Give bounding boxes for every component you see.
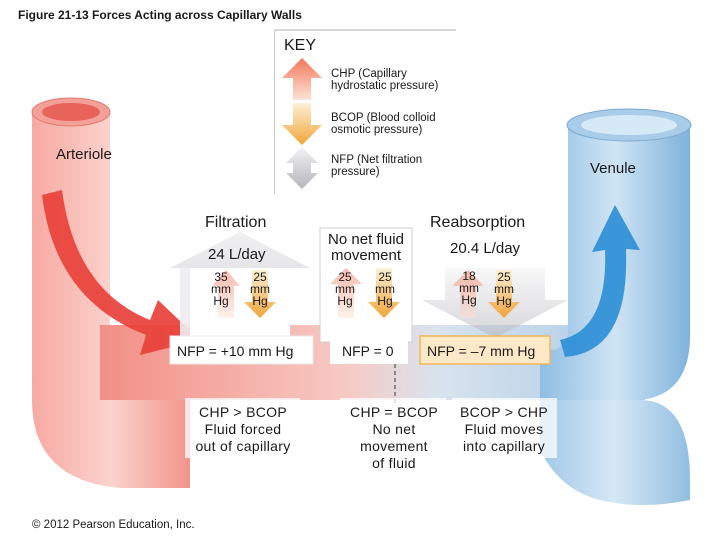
reabsorption-flow: 20.4 L/day: [450, 240, 521, 257]
middle-nfp: NFP = 0: [342, 343, 394, 359]
key-bcop-label: BCOP (Blood colloid osmotic pressure): [331, 112, 436, 136]
middle-caption: CHP = BCOP No net movement of fluid: [350, 404, 438, 471]
key-title: KEY: [284, 37, 317, 54]
filtration-chp-value: 35 mm Hg: [211, 270, 231, 308]
reabsorption-caption: BCOP > CHP Fluid moves into capillary: [460, 404, 548, 454]
filtration-title: Filtration: [205, 214, 267, 231]
copyright-notice: © 2012 Pearson Education, Inc.: [32, 519, 195, 531]
reabsorption-title: Reabsorption: [430, 214, 526, 231]
middle-bcop-value: 25 mm Hg: [375, 270, 395, 308]
key-nfp-label: NFP (Net filtration pressure): [331, 154, 423, 178]
arteriole-label: Arteriole: [56, 146, 112, 163]
filtration-bcop-value: 25 mm Hg: [250, 270, 270, 308]
reabsorption-bcop-value: 25 mm Hg: [494, 270, 514, 308]
key-chp-label: CHP (Capillary hydrostatic pressure): [331, 68, 439, 92]
reabsorption-chp-value: 18 mm Hg: [459, 269, 479, 307]
no-net-title: No net fluid movement: [328, 231, 404, 264]
venule-label: Venule: [590, 160, 636, 177]
figure-title: Figure 21-13 Forces Acting across Capillary Walls: [18, 8, 302, 22]
filtration-caption: CHP > BCOP Fluid forced out of capillary: [195, 404, 291, 454]
reabsorption-nfp: NFP = –7 mm Hg: [427, 343, 536, 359]
middle-chp-value: 25 mm Hg: [335, 270, 355, 308]
filtration-flow: 24 L/day: [208, 246, 266, 263]
filtration-nfp: NFP = +10 mm Hg: [177, 343, 294, 359]
